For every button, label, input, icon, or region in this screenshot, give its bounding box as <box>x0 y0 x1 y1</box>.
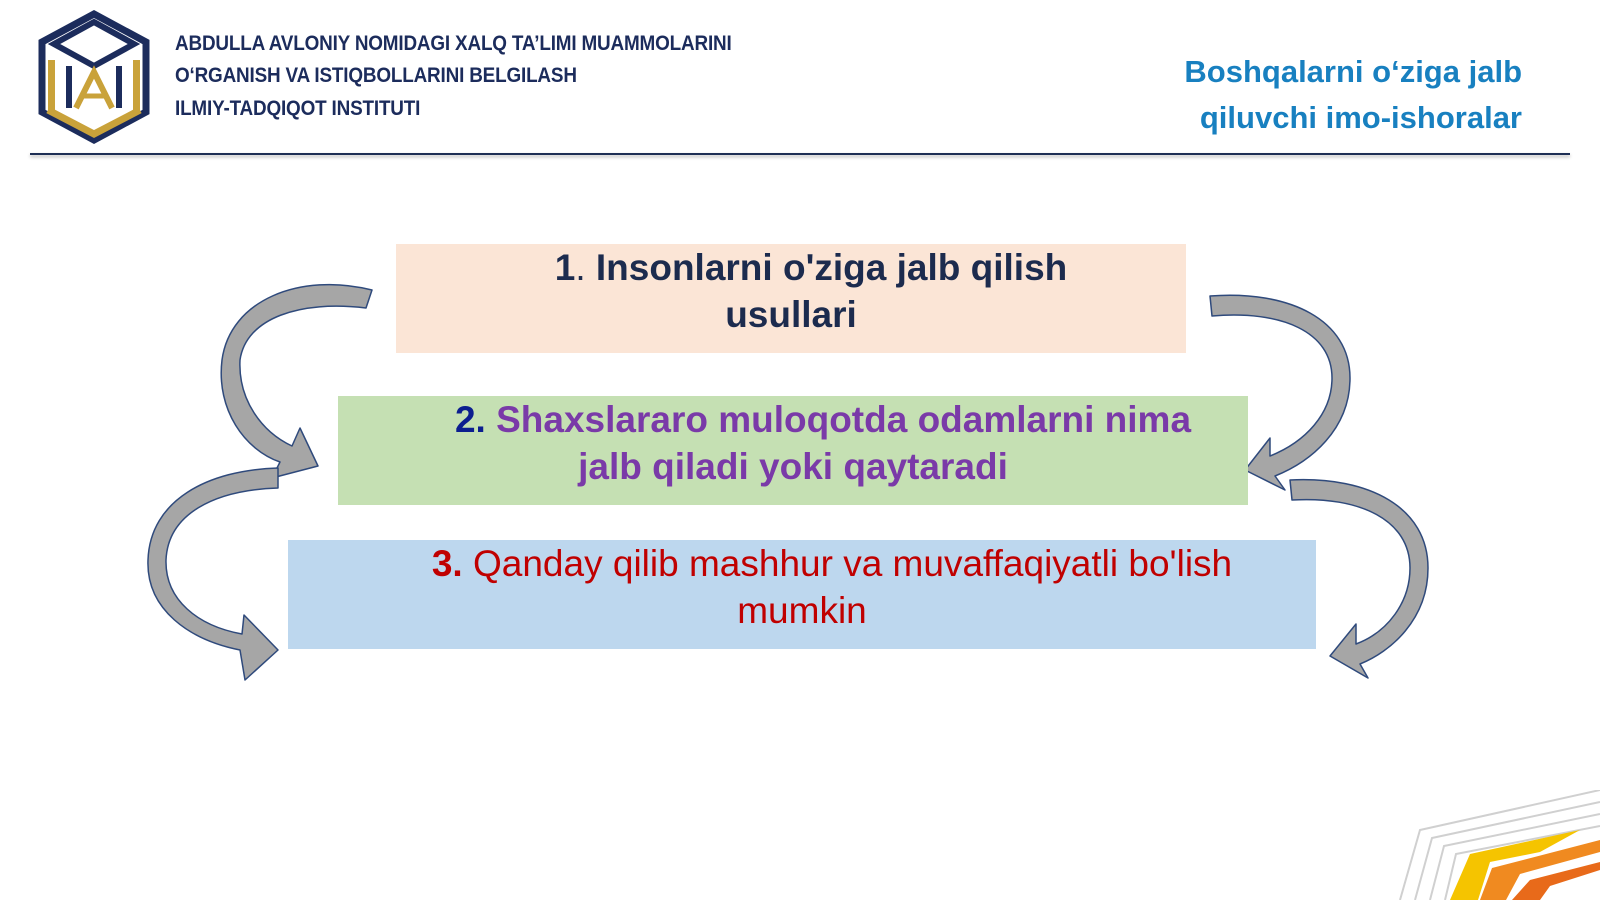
institute-name-line-1: ABDULLA AVLONIY NOMIDAGI XALQ TA’LIMI MUAMMOLARINI <box>175 32 732 55</box>
institute-name-line-3: ILMIY-TADQIQOT INSTITUTI <box>175 97 421 120</box>
corner-decoration <box>1380 790 1600 900</box>
item-1-line-1 <box>396 244 1186 291</box>
item-3-line-2: mumkin <box>737 590 867 631</box>
item-2-line-2: jalb qiladi yoki qaytaradi <box>578 446 1008 487</box>
item-3-separator <box>463 543 473 584</box>
slide-topic-line-1: Boshqalarni o‘ziga jalb <box>1184 54 1522 89</box>
logo-lettermark: A <box>93 103 95 104</box>
item-1-line-2: usullari <box>725 294 857 335</box>
item-1-text: Insonlarni o'ziga jalb qilish <box>595 247 1068 288</box>
item-3-line-1 <box>288 540 1316 587</box>
slide-topic-line-2: qiluvchi imo-ishoralar <box>1199 100 1522 135</box>
item-1-number: 1 <box>554 247 576 288</box>
item-1-separator: . <box>575 247 596 288</box>
item-3-text: Qanday qilib mashhur va muvaffaqiyatli bo'lish <box>473 543 1233 584</box>
diagram-item-1 <box>396 244 1186 353</box>
item-2-separator <box>486 399 496 440</box>
diagram-item-2 <box>338 396 1248 505</box>
item-3-number: 3. <box>431 543 463 584</box>
curved-arrow-left-2 <box>148 468 278 680</box>
institute-name-line-2: O‘RGANISH VA ISTIQBOLLARINI BELGILASH <box>175 64 577 87</box>
item-2-number: 2. <box>454 399 486 440</box>
item-2-text: Shaxslararo muloqotda odamlarni nima <box>496 399 1192 440</box>
item-2-line-1 <box>338 396 1248 443</box>
diagram-item-3 <box>288 540 1316 649</box>
